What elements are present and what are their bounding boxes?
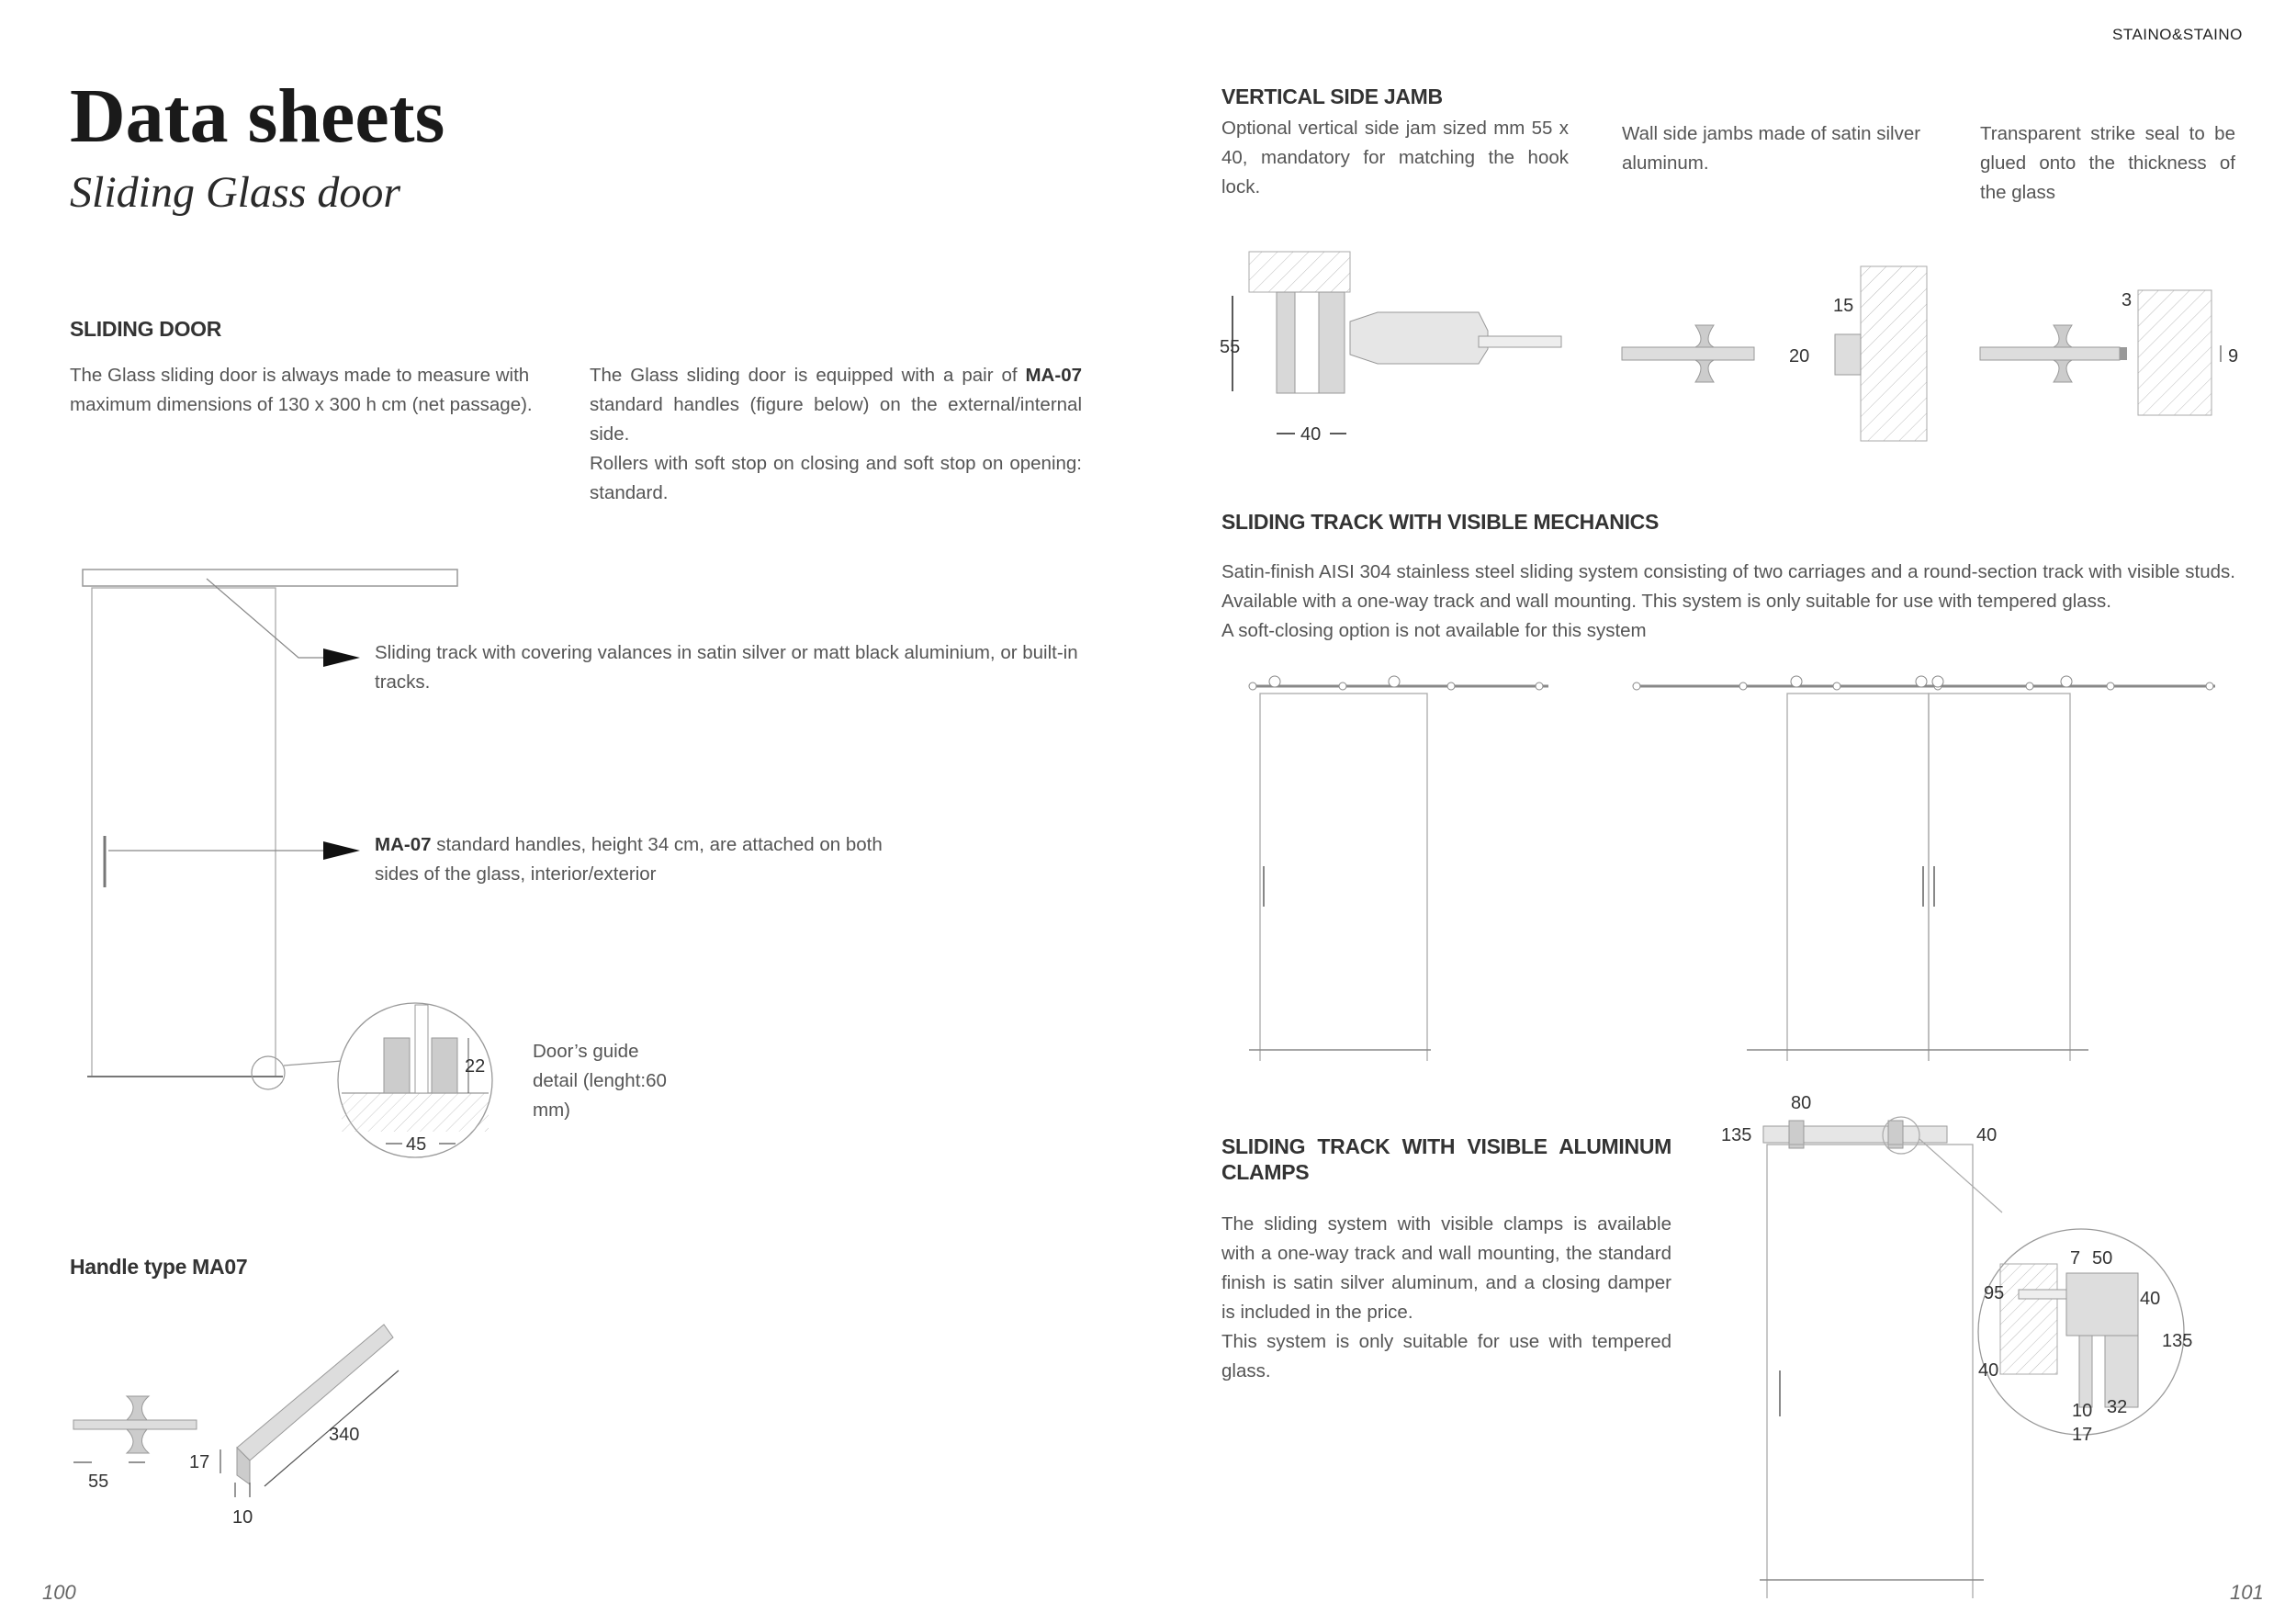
handle-diagram [55, 1304, 441, 1543]
strike-seal [2120, 347, 2127, 360]
jamb-dim-9: 9 [2228, 346, 2239, 367]
jamb-dim-15: 15 [1833, 296, 1854, 316]
clamps-text-1: The sliding system with visible clamps is available with a one-way track and wall mounting, the standard finish is satin silver aluminum, and a closing damper is included in the price. [1221, 1213, 1671, 1323]
glass-double-left [1787, 694, 1929, 1061]
mechanics-text-2: A soft-closing option is not available for this system [1221, 620, 1647, 641]
page-subtitle: Sliding Glass door [70, 168, 401, 217]
clamps-heading: SLIDING TRACK WITH VISIBLE ALUMINUM CLAMPS [1221, 1134, 1671, 1184]
mechanics-heading: SLIDING TRACK WITH VISIBLE MECHANICS [1221, 510, 1660, 534]
handle-dim-10: 10 [232, 1507, 253, 1528]
handle-arrow [323, 841, 360, 860]
clamp-dim-7: 7 [2070, 1248, 2081, 1269]
sliding-door-text-right [590, 361, 1082, 508]
text-right-1-pre: The Glass sliding door is equipped with a pair of [590, 365, 1026, 386]
clamp-dim-40c: 40 [1978, 1360, 1999, 1381]
clamp-wall [2000, 1264, 2057, 1374]
clamp-dim-135a: 135 [1721, 1125, 1752, 1145]
jamb-dim-40: 40 [1300, 424, 1322, 445]
guide-dim-width: 45 [406, 1134, 427, 1155]
handle-dim-340: 340 [329, 1425, 360, 1445]
jamb-dim-20: 20 [1789, 346, 1810, 367]
brand-logo: STAINO&STAINO [2112, 26, 2243, 43]
clamps-text [1221, 1210, 1671, 1386]
wall-jamb-profile [1835, 334, 1861, 375]
text-right-2: Rollers with soft stop on closing and soft stop on opening: standard. [590, 453, 1082, 503]
sliding-door-heading: SLIDING DOOR [70, 317, 222, 341]
glass-edge-3 [1980, 347, 2120, 360]
clamp-dim-32: 32 [2107, 1397, 2128, 1417]
clamp-dim-50: 50 [2092, 1248, 2113, 1269]
clamp-dim-95: 95 [1984, 1283, 2005, 1303]
handle-dim-55: 55 [88, 1472, 109, 1492]
handle-heading: Handle type MA07 [70, 1255, 248, 1279]
jamb-dim-55: 55 [1220, 337, 1241, 357]
guide-dim-height: 22 [465, 1056, 486, 1077]
text-right-1-post: standard handles (figure below) on the external/internal side. [590, 394, 1082, 445]
clamps-diagram [1708, 1084, 2223, 1598]
detail-connector [284, 1061, 342, 1066]
guide-profile-left [384, 1038, 410, 1093]
track-leader [207, 579, 323, 658]
jamb-text-1: Optional vertical side jam sized mm 55 x 40, mandatory for matching the hook lock. [1221, 118, 1569, 197]
wall-3 [2138, 290, 2212, 415]
detail-marker [252, 1056, 285, 1089]
sliding-door-text-left: The Glass sliding door is always made to measure with maximum dimensions of 130 x 300 h cm (net passage). [70, 365, 533, 415]
track-note: Sliding track with covering valances in satin silver or matt black aluminium, or built-in tracks. [375, 642, 1078, 693]
handle-note [375, 830, 926, 889]
page-title: Data sheets [70, 73, 445, 159]
clamp-dim-80: 80 [1791, 1093, 1812, 1113]
jamb-wall [1249, 252, 1350, 292]
mechanics-text-1: Satin-finish AISI 304 stainless steel sliding system consisting of two carriages and a round-section track with visible studs. Available with a one-way track and wall mounting. This system is only suitable for use with tempered glass. [1221, 561, 2235, 612]
handle-dim-17: 17 [189, 1452, 210, 1472]
clamps-text-2: This system is only suitable for use with tempered glass. [1221, 1331, 1671, 1382]
glass-edge-2 [1622, 347, 1754, 360]
text-right-1-bold: MA-07 [1025, 365, 1082, 386]
clamp-dim-10: 10 [2072, 1401, 2093, 1421]
jamb-diagrams [1212, 239, 2259, 459]
jamb-dim-3: 3 [2122, 290, 2133, 310]
handle-note-bold: MA-07 [375, 834, 432, 855]
clamp-dim-40a: 40 [1976, 1125, 1998, 1145]
handle-top-bar [73, 1420, 197, 1429]
mechanics-diagrams [1240, 666, 2232, 1061]
track-arrow [323, 648, 360, 667]
wall-2 [1861, 266, 1927, 441]
guide-profile-right [432, 1038, 457, 1093]
track-valance [83, 570, 457, 586]
clamp-glass [1767, 1145, 1973, 1598]
jamb-text-3: Transparent strike seal to be glued onto the thickness of the glass [1980, 123, 2235, 203]
guide-glass [415, 1005, 428, 1093]
jamb-heading: VERTICAL SIDE JAMB [1221, 85, 1443, 108]
clamp-block [2066, 1273, 2138, 1336]
page-number-right: 101 [2230, 1581, 2264, 1604]
hook-lock [1350, 312, 1488, 364]
clamp-dim-17: 17 [2072, 1425, 2093, 1445]
handle-note-text: standard handles, height 34 cm, are attached on both sides of the glass, interior/exterior [375, 834, 883, 885]
mechanics-text [1221, 558, 2235, 646]
guide-floor-hatch [342, 1093, 489, 1132]
clamp-dim-40b: 40 [2140, 1289, 2161, 1309]
glass-panel [92, 588, 276, 1077]
jamb-text-2: Wall side jambs made of satin silver aluminum. [1622, 123, 1921, 174]
guide-note: Door’s guide detail (lenght:60 mm) [533, 1041, 667, 1121]
glass-double-right [1929, 694, 2070, 1061]
glass-single [1260, 694, 1427, 1061]
page-number-left: 100 [42, 1581, 76, 1604]
handle-iso-body [237, 1325, 393, 1460]
clamp-dim-135b: 135 [2162, 1331, 2193, 1351]
